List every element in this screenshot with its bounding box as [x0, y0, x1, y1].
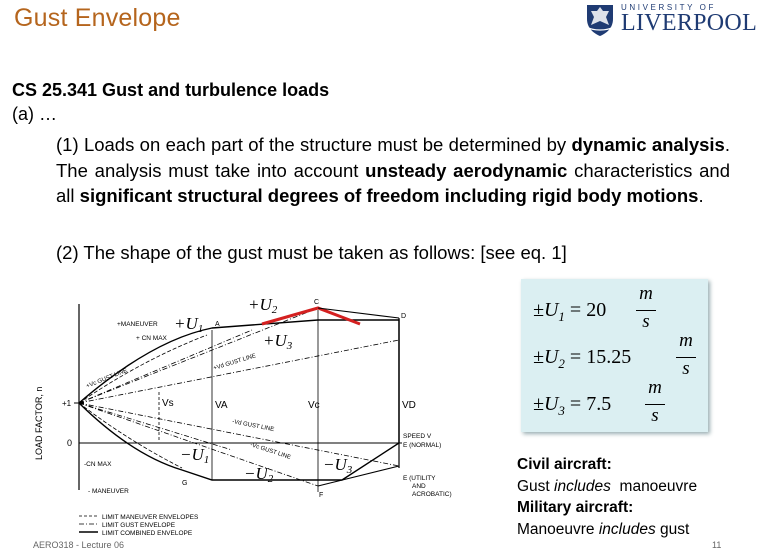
- maneuver-neg-label: - MANEUVER: [88, 488, 129, 495]
- cn-max-neg-label: -CN MAX: [84, 461, 112, 468]
- paragraph-dynamic-analysis: [56, 132, 730, 209]
- u1-pos-label: +U1: [174, 314, 204, 335]
- p1-text-1: (1) Loads on each part of the structure must be determined by: [56, 134, 572, 155]
- equation-u2: $\pm U_2 = 15.25$ m s: [533, 346, 631, 372]
- vs-label: Vs: [162, 398, 174, 409]
- legend-maneuver: LIMIT MANEUVER ENVELOPES: [102, 514, 199, 521]
- military-note: Manoeuvre includes gust: [517, 520, 690, 538]
- aircraft-notes: [517, 454, 697, 540]
- cn-max-pos-label: + CN MAX: [136, 335, 167, 342]
- equation-u3: $\pm U_3 = 7.5$ m s: [533, 393, 611, 419]
- vc-gust-line-neg-label: -Vc GUST LINE: [249, 442, 292, 461]
- point-g: G: [182, 480, 188, 487]
- u2-neg-label: −U2: [244, 464, 274, 485]
- u3-neg-label: −U3: [323, 455, 353, 476]
- e-normal-label: E (NORMAL): [403, 442, 442, 449]
- va-label: VA: [215, 400, 228, 411]
- gust-envelope-diagram: [32, 290, 484, 540]
- vc-gust-line-label: +Vc GUST LINE: [85, 367, 129, 390]
- p1-text-3: characteristics and all: [56, 159, 731, 206]
- military-heading: Military aircraft:: [517, 499, 634, 516]
- university-logo: [585, 3, 757, 39]
- y-axis-label: LOAD FACTOR, n: [34, 386, 44, 460]
- point-a: A: [215, 321, 220, 328]
- maneuver-pos-label: +MANEUVER: [117, 321, 158, 328]
- maneuver-envelope: [79, 320, 399, 480]
- vc-label: Vc: [308, 400, 320, 411]
- and-label: AND: [412, 483, 426, 490]
- crest-icon: [585, 3, 615, 37]
- slide-title: Gust Envelope: [14, 4, 181, 32]
- logo-university-of: UNIVERSITY OF: [621, 3, 716, 12]
- legend-gust: LIMIT GUST ENVELOPE: [102, 522, 176, 529]
- footer-course: AERO318 - Lecture 06: [33, 540, 125, 550]
- u3-pos-label: +U3: [263, 331, 293, 352]
- section-heading: CS 25.341 Gust and turbulence loads: [12, 80, 330, 100]
- point-f: F: [319, 492, 324, 499]
- vd-gust-line-neg-label: -Vd GUST LINE: [231, 419, 275, 434]
- vd-label: VD: [402, 400, 416, 411]
- equation-u1: $\pm U_1 = 20$ m s: [533, 299, 606, 325]
- gust-velocity-equations: [521, 279, 708, 432]
- paragraph-gust-shape: (2) The shape of the gust must be taken as follows: [see eq. 1]: [56, 242, 567, 263]
- p1-bold-1: dynamic analysis: [571, 134, 725, 155]
- p1-bold-3: significant structural degrees of freedom including rigid body motions: [79, 185, 699, 206]
- civil-heading: Civil aircraft:: [517, 456, 612, 473]
- vd-gust-line-label: +Vd GUST LINE: [212, 353, 257, 372]
- cn-max-pos-curve: [79, 335, 207, 403]
- civil-note: Gust includes manoeuvre: [517, 477, 698, 495]
- zero-label: 0: [67, 438, 73, 448]
- p1-text-4: .: [698, 185, 704, 206]
- u2-pos-label: +U2: [248, 295, 278, 316]
- point-c: C: [314, 299, 320, 306]
- subsection-a: (a) …: [12, 104, 57, 124]
- p1-bold-2: unsteady aerodynamic: [365, 159, 568, 181]
- u1-neg-label: −U1: [180, 445, 210, 466]
- u3-neg-gust-line: [79, 403, 399, 466]
- legend-combined: LIMIT COMBINED ENVELOPE: [102, 530, 193, 537]
- point-d: D: [401, 313, 407, 320]
- acrobatic-label: ACROBATIC): [412, 491, 452, 498]
- logo-liverpool: LIVERPOOL: [621, 10, 757, 36]
- p1-text-2: . The analysis must take into account: [56, 134, 730, 181]
- speed-v-label: SPEED V: [403, 433, 432, 440]
- page-number: 11: [712, 540, 722, 550]
- e-utility-label: E (UTILITY: [403, 475, 436, 482]
- plus-one-label: +1: [62, 399, 72, 408]
